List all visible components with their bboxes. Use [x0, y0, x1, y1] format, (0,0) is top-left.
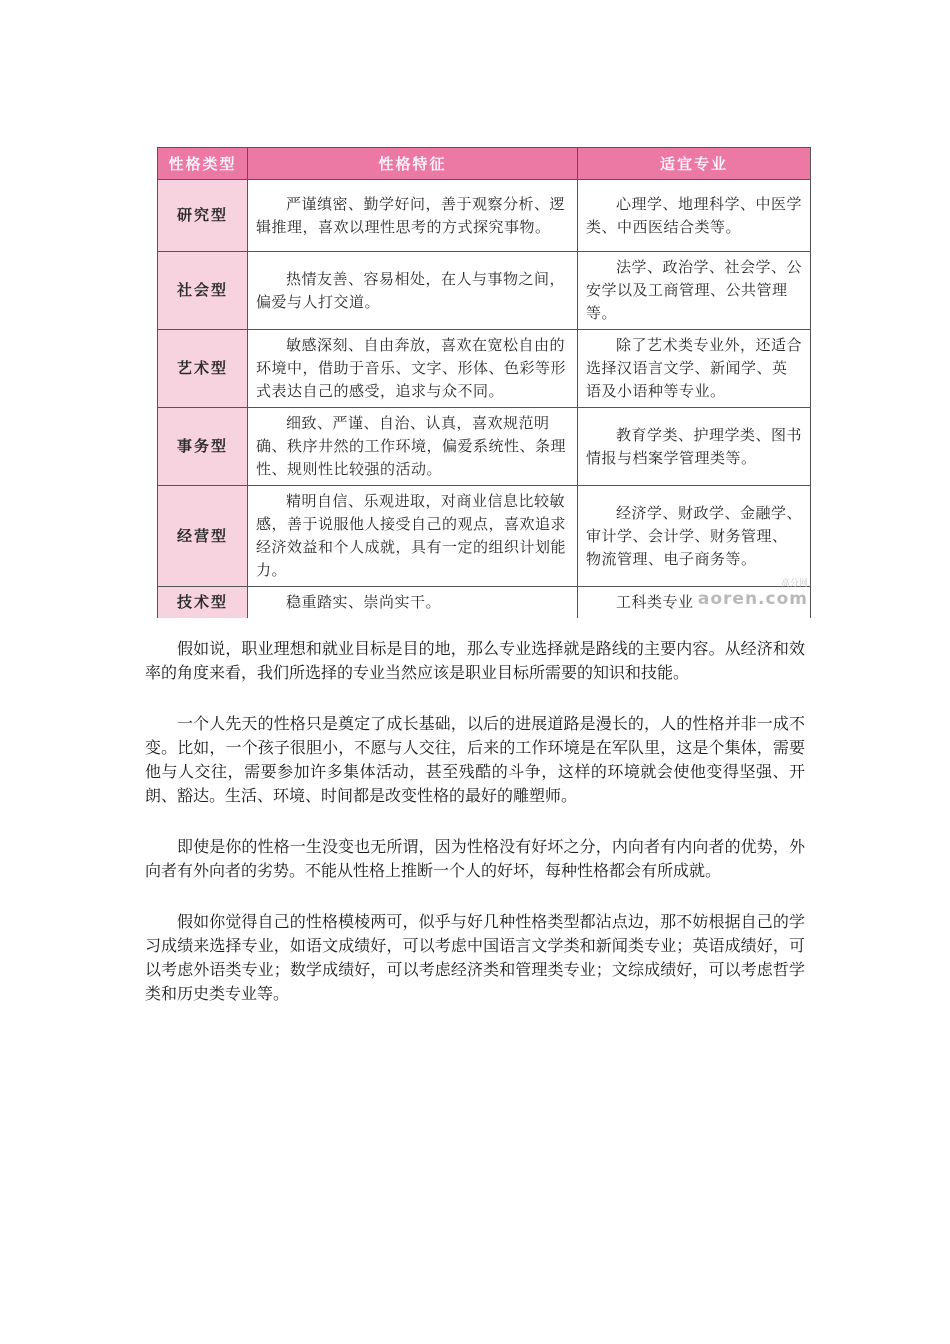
row-type: 经营型 [158, 486, 248, 587]
row-majors: 教育学类、护理学类、图书情报与档案学管理类等。 [578, 408, 811, 486]
row-type: 社会型 [158, 252, 248, 330]
table-row [158, 252, 811, 330]
row-majors: 心理学、地理科学、中医学类、中西医结合类等。 [578, 180, 811, 252]
table-row [158, 180, 811, 252]
table-header-row [158, 148, 811, 180]
row-traits: 热情友善、容易相处，在人与事物之间，偏爱与人打交道。 [248, 252, 578, 330]
table-row [158, 330, 811, 408]
body-paragraph: 一个人先天的性格只是奠定了成长基础，以后的进展道路是漫长的，人的性格并非一成不变。比如，一个孩子很胆小，不愿与人交往，后来的工作环境是在军队里，这是个集体，需要他与人交往，需要参加许多集体活动，甚至残酷的斗争，这样的环境就会使他变得坚强、开朗、豁达。生活、环境、时间都是改变性格的最好的雕塑师。 [145, 714, 805, 805]
row-majors: 工科类专业 [578, 587, 811, 619]
header-personality-traits: 性格特征 [248, 148, 578, 180]
header-suitable-majors: 适宜专业 [578, 148, 811, 180]
row-traits: 敏感深刻、自由奔放，喜欢在宽松自由的环境中，借助于音乐、文字、形体、色彩等形式表达自己的感受，追求与众不同。 [248, 330, 578, 408]
row-type: 研究型 [158, 180, 248, 252]
table-row [158, 408, 811, 486]
body-paragraph: 假如说，职业理想和就业目标是目的地，那么专业选择就是路线的主要内容。从经济和效率的角度来看，我们所选择的专业当然应该是职业目标所需要的知识和技能。 [145, 639, 805, 682]
table-row [158, 486, 811, 587]
row-traits: 精明自信、乐观进取，对商业信息比较敏感，善于说服他人接受自己的观点，喜欢追求经济效益和个人成就，具有一定的组织计划能力。 [248, 486, 578, 587]
row-type: 事务型 [158, 408, 248, 486]
row-majors: 法学、政治学、社会学、公安学以及工商管理、公共管理等。 [578, 252, 811, 330]
personality-major-table-image [157, 147, 810, 615]
body-paragraph: 即使是你的性格一生没变也无所谓，因为性格没有好坏之分，内向者有内向者的优势，外向者有外向者的劣势。不能从性格上推断一个人的好坏，每种性格都会有所成就。 [145, 837, 805, 880]
watermark-logo: aoren.com [697, 589, 808, 609]
row-type: 艺术型 [158, 330, 248, 408]
header-personality-type: 性格类型 [158, 148, 248, 180]
row-traits: 细致、严谨、自治、认真，喜欢规范明确、秩序井然的工作环境，偏爱系统性、条理性、规则性比较强的活动。 [248, 408, 578, 486]
row-traits: 稳重踏实、崇尚实干。 [248, 587, 578, 619]
row-majors: 经济学、财政学、金融学、审计学、会计学、财务管理、物流管理、电子商务等。 [578, 486, 811, 587]
personality-major-table [157, 147, 811, 618]
row-traits: 严谨缜密、勤学好问，善于观察分析、逻辑推理，喜欢以理性思考的方式探究事物。 [248, 180, 578, 252]
body-paragraph: 假如你觉得自己的性格模棱两可，似乎与好几种性格类型都沾点边，那不妨根据自己的学习成绩来选择专业，如语文成绩好，可以考虑中国语言文学类和新闻类专业；英语成绩好，可以考虑外语类专业；数学成绩好，可以考虑经济类和管理类专业；文综成绩好，可以考虑哲学类和历史类专业等。 [145, 912, 805, 1003]
row-majors: 除了艺术类专业外，还适合选择汉语言文学、新闻学、英语及小语种等专业。 [578, 330, 811, 408]
watermark-small-text: 高分网 [780, 579, 808, 589]
row-type: 技术型 [158, 587, 248, 619]
